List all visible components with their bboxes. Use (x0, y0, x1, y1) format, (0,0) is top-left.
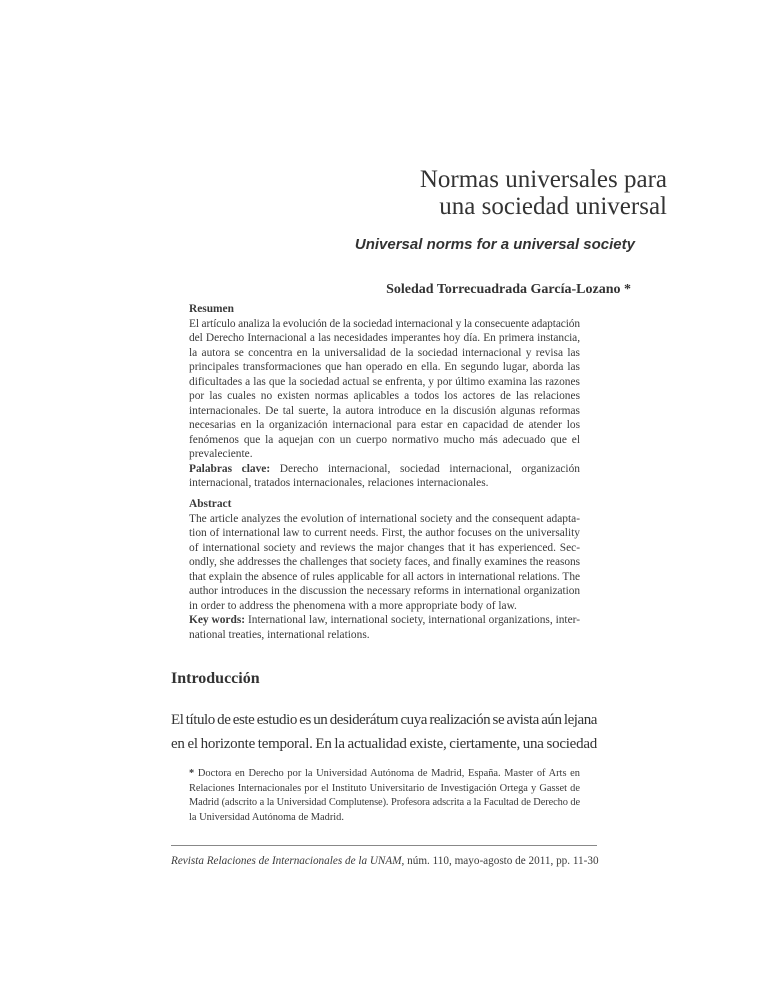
body-line: El título de este estudio es un desiderátum cuya realización se avista aún lejana (171, 712, 597, 728)
journal-citation (171, 855, 599, 867)
text-line: that explain the absence of rules applicable for all actors in international relations. The (189, 570, 580, 583)
section-heading-introduccion: Introducción (171, 670, 260, 687)
body-line: en el horizonte temporal. En la actualidad existe, ciertamente, una sociedad (171, 736, 597, 752)
abstract-heading: Abstract (189, 498, 232, 510)
abstract-text (189, 512, 580, 614)
abstract-keywords-cont: national treaties, international relations. (189, 628, 370, 641)
text-line: ondly, she addresses the challenges that society faces, and finally examines the reasons (189, 556, 580, 568)
resumen-section (189, 302, 580, 491)
title-line: Normas universales para (419, 166, 667, 193)
text-line: fenómenos que la aquejan con un cuerpo normativo mucho más adecuado que el (189, 433, 580, 446)
author-name: Soledad Torrecuadrada García-Lozano * (386, 282, 631, 297)
institution: UNAM (369, 855, 402, 867)
text-line: El artículo analiza la evolución de la sociedad internacional y la consecuente adaptación (189, 317, 580, 330)
text-line: of international society and reviews the major changes that it has experienced. Sec- (189, 541, 580, 554)
footnote-line (189, 767, 580, 782)
resumen-text (189, 317, 580, 462)
text-line: prevaleciente. (189, 448, 253, 460)
text-line: The article analyzes the evolution of international society and the consequent adapta- (189, 512, 580, 525)
footnote-line: la Universidad Autónoma de Madrid. (189, 811, 344, 823)
keywords-text: Derecho internacional, sociedad internacional, organización (279, 462, 580, 475)
text-line: por las cuales no existen normas aplicables a todos los actores de las relaciones (189, 390, 580, 402)
text-line: tion of international law to current needs. First, the author focuses on the universality (189, 527, 580, 539)
text-line: principales transformaciones que han operado en ella. En segundo lugar, aborda las (189, 361, 580, 373)
text-line: la autora se concentra en la universalidad de la sociedad internacional y revisa las (189, 346, 580, 359)
introduction-text (171, 708, 597, 756)
resumen-keywords (189, 462, 580, 477)
abstract-section (189, 497, 580, 642)
text-line: in order to address the phenomena with a more appropriate body of law. (189, 599, 517, 612)
footnote (189, 767, 580, 825)
footnote-line: Madrid (adscrito a la Universidad Complutense). Profesora adscrita a la Facultad de Derecho de (189, 797, 580, 808)
footnote-marker: * (189, 768, 195, 779)
text-line: dificultades a las que la sociedad actual se enfrenta, y por último examina las razones (189, 375, 580, 388)
citation-details: , núm. 110, mayo-agosto de 2011, pp. 11-30 (401, 855, 599, 867)
keywords-label: Palabras clave: (189, 462, 271, 475)
article-title (420, 166, 667, 220)
text-line: internacionales. De tal suerte, la autora introduce en la discusión algunas reformas (189, 404, 580, 417)
footnote-line: Relaciones Internacionales por el Instituto Universitario de Investigación Ortega y Gasset de (189, 782, 580, 794)
resumen-heading: Resumen (189, 303, 234, 315)
journal-name: Revista Relaciones de Internacionales de la (171, 855, 368, 867)
text-line: necesarias en la organización internacional para estar en capacidad de atender los (189, 419, 580, 431)
text-line: author introduces in the discussion the necessary reforms in international organization (189, 585, 580, 597)
text-line: del Derecho Internacional a las necesidades imperantes hoy día. En primera instancia, (189, 332, 580, 344)
abstract-keywords (189, 613, 580, 628)
title-line: una sociedad universal (439, 193, 667, 220)
keywords-label: Key words: (189, 614, 246, 626)
resumen-keywords-cont: internacional, tratados internacionales, relaciones internacionales. (189, 477, 489, 489)
footnote-text: Doctora en Derecho por la Universidad Autónoma de Madrid, España. Master of Arts en (197, 768, 580, 779)
article-subtitle: Universal norms for a universal society (354, 236, 635, 253)
keywords-text: International law, international society, international organizations, inter- (247, 614, 581, 626)
footer-divider (171, 845, 597, 846)
